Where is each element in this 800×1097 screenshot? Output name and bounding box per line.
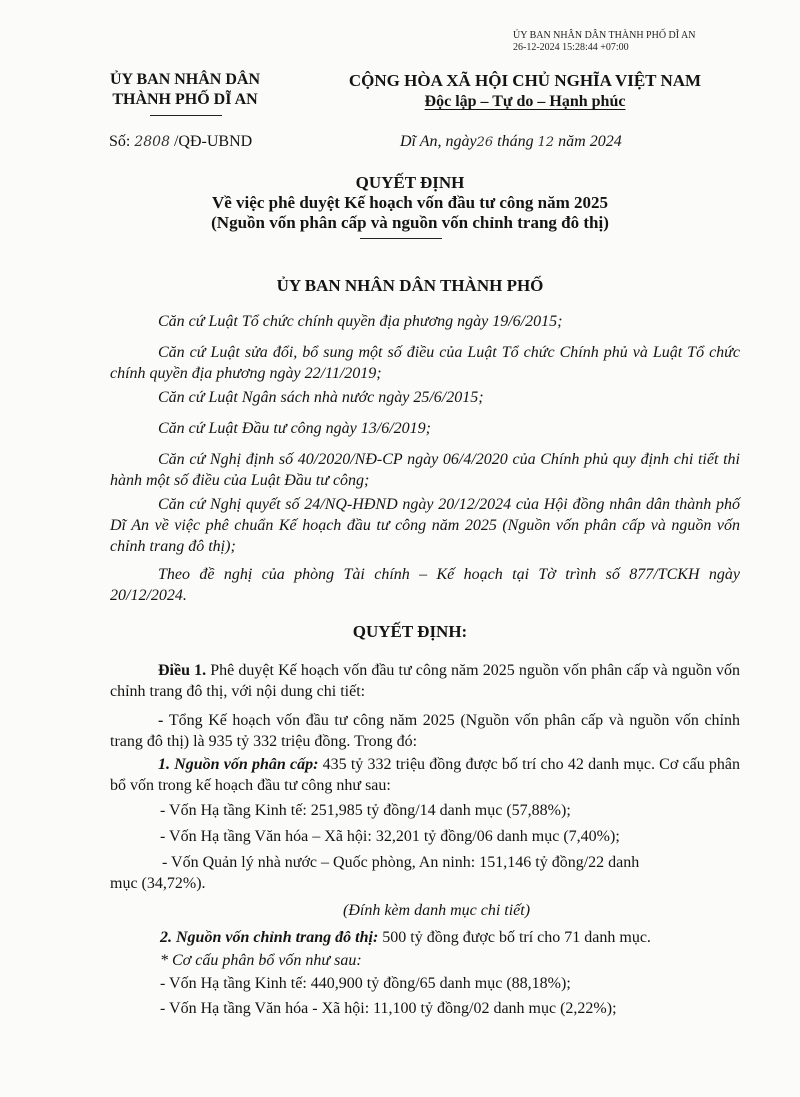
attachment-note: (Đính kèm danh mục chi tiết) [343,902,531,919]
title-underline [360,238,442,239]
legal-basis-3: Căn cứ Luật Ngân sách nhà nước ngày 25/6/2015; [158,389,484,406]
section-2-item-2: - Vốn Hạ tầng Văn hóa - Xã hội: 11,100 tỷ đồng/02 danh mục (2,22%); [160,1000,617,1017]
number-handwritten: 2808 [134,134,170,150]
section-1-text: 435 tỷ 332 triệu đồng được bố trí cho 42 danh mục. Cơ cấu phân bổ vốn trong kế hoạch đầu tư công như sau: [110,756,741,794]
number-prefix: Số: [109,133,135,150]
section-1-item-3-cont: mục (34,72%). [110,875,206,892]
section-1-item-3: - Vốn Quản lý nhà nước – Quốc phòng, An ninh: 151,146 tỷ đồng/22 danh [162,854,640,871]
date-middle: tháng [493,133,538,150]
date-month: 12 [537,135,555,150]
date-day: 26 [476,135,494,150]
number-suffix: /QĐ-UBND [169,133,253,150]
title-heading: QUYẾT ĐỊNH [355,173,465,192]
section-2-label: 2. Nguồn vốn chỉnh trang đô thị: [160,929,379,946]
legal-basis-6: Căn cứ Nghị quyết số 24/NQ-HĐND ngày 20/12/2024 của Hội đồng nhân dân thành phố Dĩ An về việc phê chuẩn Kế hoạch đầu tư công năm 2025 (Nguồn vốn phân cấp và nguồn vốn chỉnh trang đô thị); [110,496,740,555]
total-dash: - [158,712,169,729]
decide-heading: QUYẾT ĐỊNH: [352,622,468,641]
section-2 [160,927,790,948]
title-subtitle: (Nguồn vốn phân cấp và nguồn vốn chỉnh trang đô thị) [211,213,609,232]
article-1-label: Điều 1. [158,662,207,679]
document-title [90,173,730,233]
title-subject: Về việc phê duyệt Kế hoạch vốn đầu tư công năm 2025 [211,193,609,212]
section-1-item-2: - Vốn Hạ tầng Văn hóa – Xã hội: 32,201 tỷ đồng/06 danh mục (7,40%); [160,828,620,845]
section-2-item-1: - Vốn Hạ tầng Kinh tế: 440,900 tỷ đồng/65 danh mục (88,18%); [160,975,571,992]
section-1-item-1: - Vốn Hạ tầng Kinh tế: 251,985 tỷ đồng/14 danh mục (57,88%); [160,802,571,819]
nation-name: CỘNG HÒA XÃ HỘI CHỦ NGHĨA VIỆT NAM [348,71,702,90]
date-suffix: năm 2024 [554,133,622,150]
section-1-label: 1. Nguồn vốn phân cấp: [158,756,319,773]
total-text: Tổng Kế hoạch vốn đầu tư công năm 2025 (Nguồn vốn phân cấp và nguồn vốn chỉnh trang đô thị) là 935 tỷ 332 triệu đồng. Trong đó: [110,712,741,750]
legal-basis-5: Căn cứ Nghị định số 40/2020/NĐ-CP ngày 06/4/2020 của Chính phủ quy định chi tiết thi hành một số điều của Luật Đầu tư công; [110,451,740,489]
article-1-text: Phê duyệt Kế hoạch vốn đầu tư công năm 2025 nguồn vốn phân cấp và nguồn vốn chỉnh trang đô thị, với nội dung chi tiết: [110,662,741,700]
document-number [109,133,252,151]
issuing-agency [90,70,280,110]
section-1 [110,754,740,796]
legal-basis-7: Theo đề nghị của phòng Tài chính – Kế hoạch tại Tờ trình số 877/TCKH ngày 20/12/2024. [110,566,740,604]
total-plan [110,710,740,752]
section-2-text: 500 tỷ đồng được bố trí cho 71 danh mục. [378,929,651,946]
digital-signature-stamp [513,30,696,54]
agency-line-2: THÀNH PHỐ DĨ AN [112,91,258,108]
stamp-timestamp: 26-12-2024 15:28:44 +07:00 [513,42,629,53]
article-1 [110,660,740,702]
document-date [400,133,622,151]
national-header [320,70,730,112]
council-heading: ỦY BAN NHÂN DÂN THÀNH PHỐ [276,276,544,295]
legal-basis-2: Căn cứ Luật sửa đổi, bổ sung một số điều của Luật Tổ chức Chính phủ và Luật Tổ chức chính quyền địa phương ngày 22/11/2019; [110,344,740,382]
structure-note: * Cơ cấu phân bổ vốn như sau: [160,952,362,969]
stamp-org: ỦY BAN NHÂN DÂN THÀNH PHỐ DĨ AN [513,30,696,41]
legal-basis-1: Căn cứ Luật Tổ chức chính quyền địa phương ngày 19/6/2015; [158,313,563,330]
agency-underline [150,115,222,116]
agency-line-1: ỦY BAN NHÂN DÂN [109,71,261,88]
date-prefix: Dĩ An, ngày [400,133,477,150]
legal-basis-4: Căn cứ Luật Đầu tư công ngày 13/6/2019; [158,420,431,437]
national-motto: Độc lập – Tự do – Hạnh phúc [424,93,626,110]
